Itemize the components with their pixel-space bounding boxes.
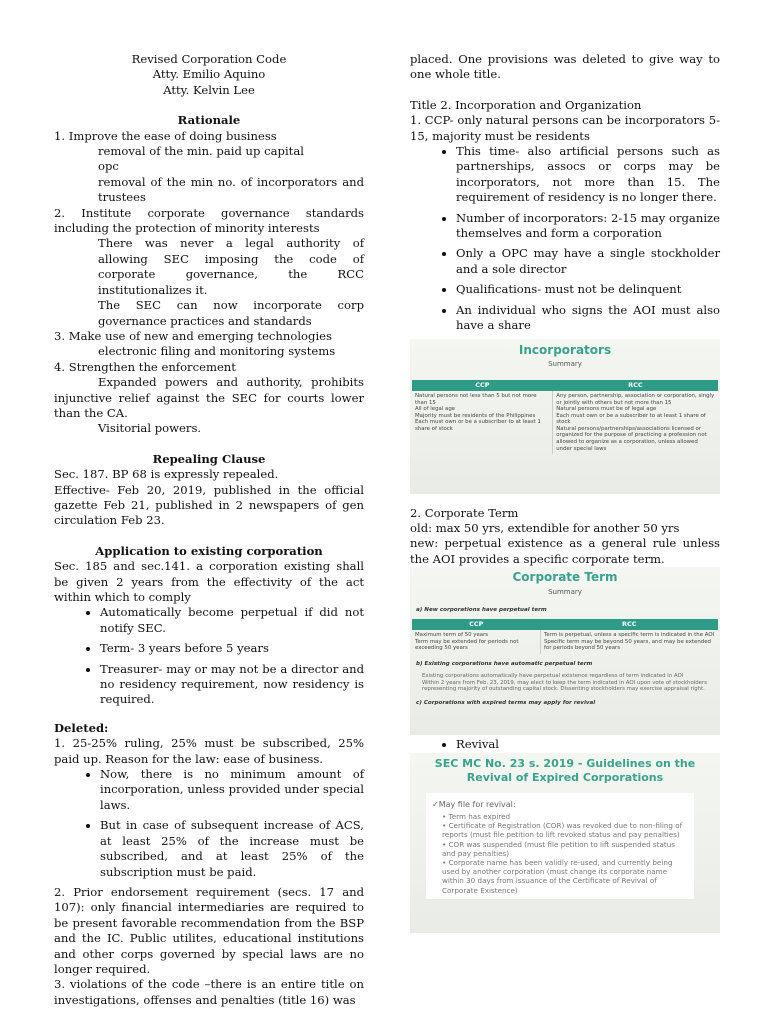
revival-slide [410,753,720,933]
table-cell: Term is perpetual, unless a specific term is indicated in the AOI [544,631,715,638]
table-cell: All of legal age [415,406,456,413]
incorporators-table [412,380,718,454]
doc-title: Revised Corporation Code [131,52,287,66]
table-cell: Natural persons must be of legal age [556,406,657,413]
rationale-1a: removal of the min. paid up capital [98,144,304,159]
table-cell: Maximum term of 50 years [415,631,489,638]
rationale-2: 2. Institute corporate governance standards including the protection of minority interests [54,205,364,236]
application-bullets [54,605,364,707]
list-item: • Now, there is no minimum amount of incorporation, unless provided under special laws. [100,767,364,813]
rationale-1b: opc [98,159,119,174]
corporate-term-table [412,619,718,653]
check-icon: ✓ [432,799,439,809]
rationale-3a: electronic filing and monitoring systems [98,344,336,359]
incorporators-slide [410,339,720,494]
list-item: • Automatically become perpetual if did not notify SEC. [100,605,364,636]
list-item: • Revival [456,737,720,752]
repeal-line-2: Effective- Feb 20, 2019, published in the official gazette Feb 21, published in 2 newspapers of gen circulation Feb 23. [54,482,364,528]
title-2-bullets [410,144,720,333]
list-item: • Treasurer- may or may not be a director and no residency requirement, now residency is required. [100,662,364,708]
application-text: Sec. 185 and sec.141. a corporation existing shall be given 2 years from the effectivity of the act within which to comply [54,559,364,604]
table-cell: Natural persons not less than 5 but not more than 15 [415,392,537,406]
slide-title-line-1: SEC MC No. 23 s. 2019 - Guidelines on the [434,756,696,770]
continuation-text: placed. One provisions was deleted to give way to one whole title. [410,52,720,82]
slide-section-a: a) New corporations have perpetual term [416,606,547,613]
slide-title: Corporate Term [512,570,618,585]
table-cell: Natural persons/partnerships/associations licensed or organized for the purpose of practicing a profession not allowed to organize as a corporation, unless allowed under special laws [556,425,707,452]
rationale-2b: The SEC can now incorporate corp governance practices and standards [98,298,364,328]
table-cell: Each must own or be a subscriber to at least 1 share of stock [415,419,541,432]
slide-title-line-2: Revival of Expired Corporations [466,770,664,784]
list-item: • This time- also artificial persons such as partnerships, assocs or corps may be incorporators, not more than 15. The requirement of residency is no longer there. [456,144,720,206]
revival-list [410,737,720,752]
list-item: • COR was suspended (must file petition to lift suspended status and pay penalties) [442,839,676,858]
right-column [410,52,720,933]
rationale-4b: Visitorial powers. [98,421,202,436]
revival-box [426,793,694,899]
deleted-2: 2. Prior endorsement requirement (secs. 17 and 107): only financial intermediaries are required to be present favorable recommendation from the BSP and the IC. Public utilites, educational institutions and other corps governed by special laws are no longer required. [54,884,364,976]
deleted-1-bullets [54,767,364,880]
rationale-1: 1. Improve the ease of doing business [54,128,277,143]
list-item: • But in case of subsequent increase of ACS, at least 25% of the increase must be subscribed, and at least 25% of the subscription must be paid. [100,818,364,880]
deleted-heading: Deleted: [54,720,109,735]
list-item: • Certificate of Registration (COR) was revoked due to non-filing of reports (must file petition to lift revoked status and pay penalties) [442,821,683,840]
table-cell: Specific term may be beyond 50 years, and may be extended for periods beyond 50 years [544,638,711,652]
application-heading: Application to existing corporation [95,543,323,558]
repeal-line-1: Sec. 187. BP 68 is expressly repealed. [54,467,279,482]
list-item: • An individual who signs the AOI must also have a share [456,303,720,334]
slide-section-c: c) Corporations with expired terms may apply for revival [416,699,596,706]
list-item: • Number of incorporators: 2-15 may organize themselves and form a corporation [456,211,720,242]
list-item: • Corporate name has been validly re-used, and currently being used by another corporation (must change its corporate name within 30 days from issuance of the Certificate of Revival of Corporate Existence) [442,857,673,895]
author-1: Atty. Emilio Aquino [152,67,266,82]
slide-subtitle: Summary [548,587,582,596]
list-item: • Only a OPC may have a single stockholder and a sole director [456,246,720,277]
corporate-term-slide [410,567,720,735]
rationale-4: 4. Strengthen the enforcement [54,359,236,374]
list-item: Existing corporations automatically have perpetual existence regardless of term indicated in AOI [422,673,684,680]
table-header-ccp: CCP [412,380,553,391]
revival-lead: ✓May file for revival: [432,799,516,809]
slide-subtitle: Summary [548,359,582,368]
list-item: Within 2 years from Feb. 23, 2019, may elect to keep the term indicated in AOI upon vote of stockholders representing majority of outstanding capital stock. Dissenting stockholders may exercise appraisal right. [422,679,708,693]
slide-title: Incorporators [518,342,612,357]
corporate-term-old: old: max 50 yrs, extendible for another 50 yrs [410,520,680,535]
deleted-1: 1. 25-25% ruling, 25% must be subscribed, 25% paid up. Reason for the law: ease of business. [54,736,364,766]
list-item: • Term- 3 years before 5 years [100,641,364,656]
author-2: Atty. Kelvin Lee [163,82,255,97]
table-header-rcc: RCC [541,619,718,630]
repealing-heading: Repealing Clause [152,451,266,466]
slide-section-b: b) Existing corporations have automatic perpetual term [416,660,593,667]
list-item: • Term has expired [442,811,511,821]
corporate-term-new: new: perpetual existence as a general rule unless the AOI provides a specific corporate term. [410,536,720,566]
table-header-ccp: CCP [412,619,541,630]
rationale-1c: removal of the min no. of incorporators and trustees [98,174,364,205]
corporate-term-heading: 2. Corporate Term [410,505,519,520]
table-cell: Each must own or be a subscriber to at least 1 share of stock [556,412,706,426]
table-cell: Term may be extended for periods not exceeding 50 years [415,638,519,652]
left-column [54,52,364,1008]
list-item: • Qualifications- must not be delinquent [456,282,720,297]
title-2-item-1: 1. CCP- only natural persons can be incorporators 5-15, majority must be residents [410,113,720,143]
title-2-heading: Title 2. Incorporation and Organization [410,97,642,112]
table-cell: Any person, partnership, association or corporation, singly or jointly with others but not more than 15 [556,392,715,406]
deleted-3: 3. violations of the code –there is an entire title on investigations, offenses and penalties (title 16) was [54,977,364,1007]
rationale-4a: Expanded powers and authority, prohibits injunctive relief against the SEC for courts lower than the CA. [54,375,364,420]
rationale-3: 3. Make use of new and emerging technologies [54,328,332,343]
table-header-rcc: RCC [553,380,718,391]
rationale-2a: There was never a legal authority of allowing SEC imposing the code of corporate governance, the RCC institutionalizes it. [98,236,364,297]
table-cell: Majority must be residents of the Philippines [415,412,536,419]
rationale-heading: Rationale [177,113,241,128]
